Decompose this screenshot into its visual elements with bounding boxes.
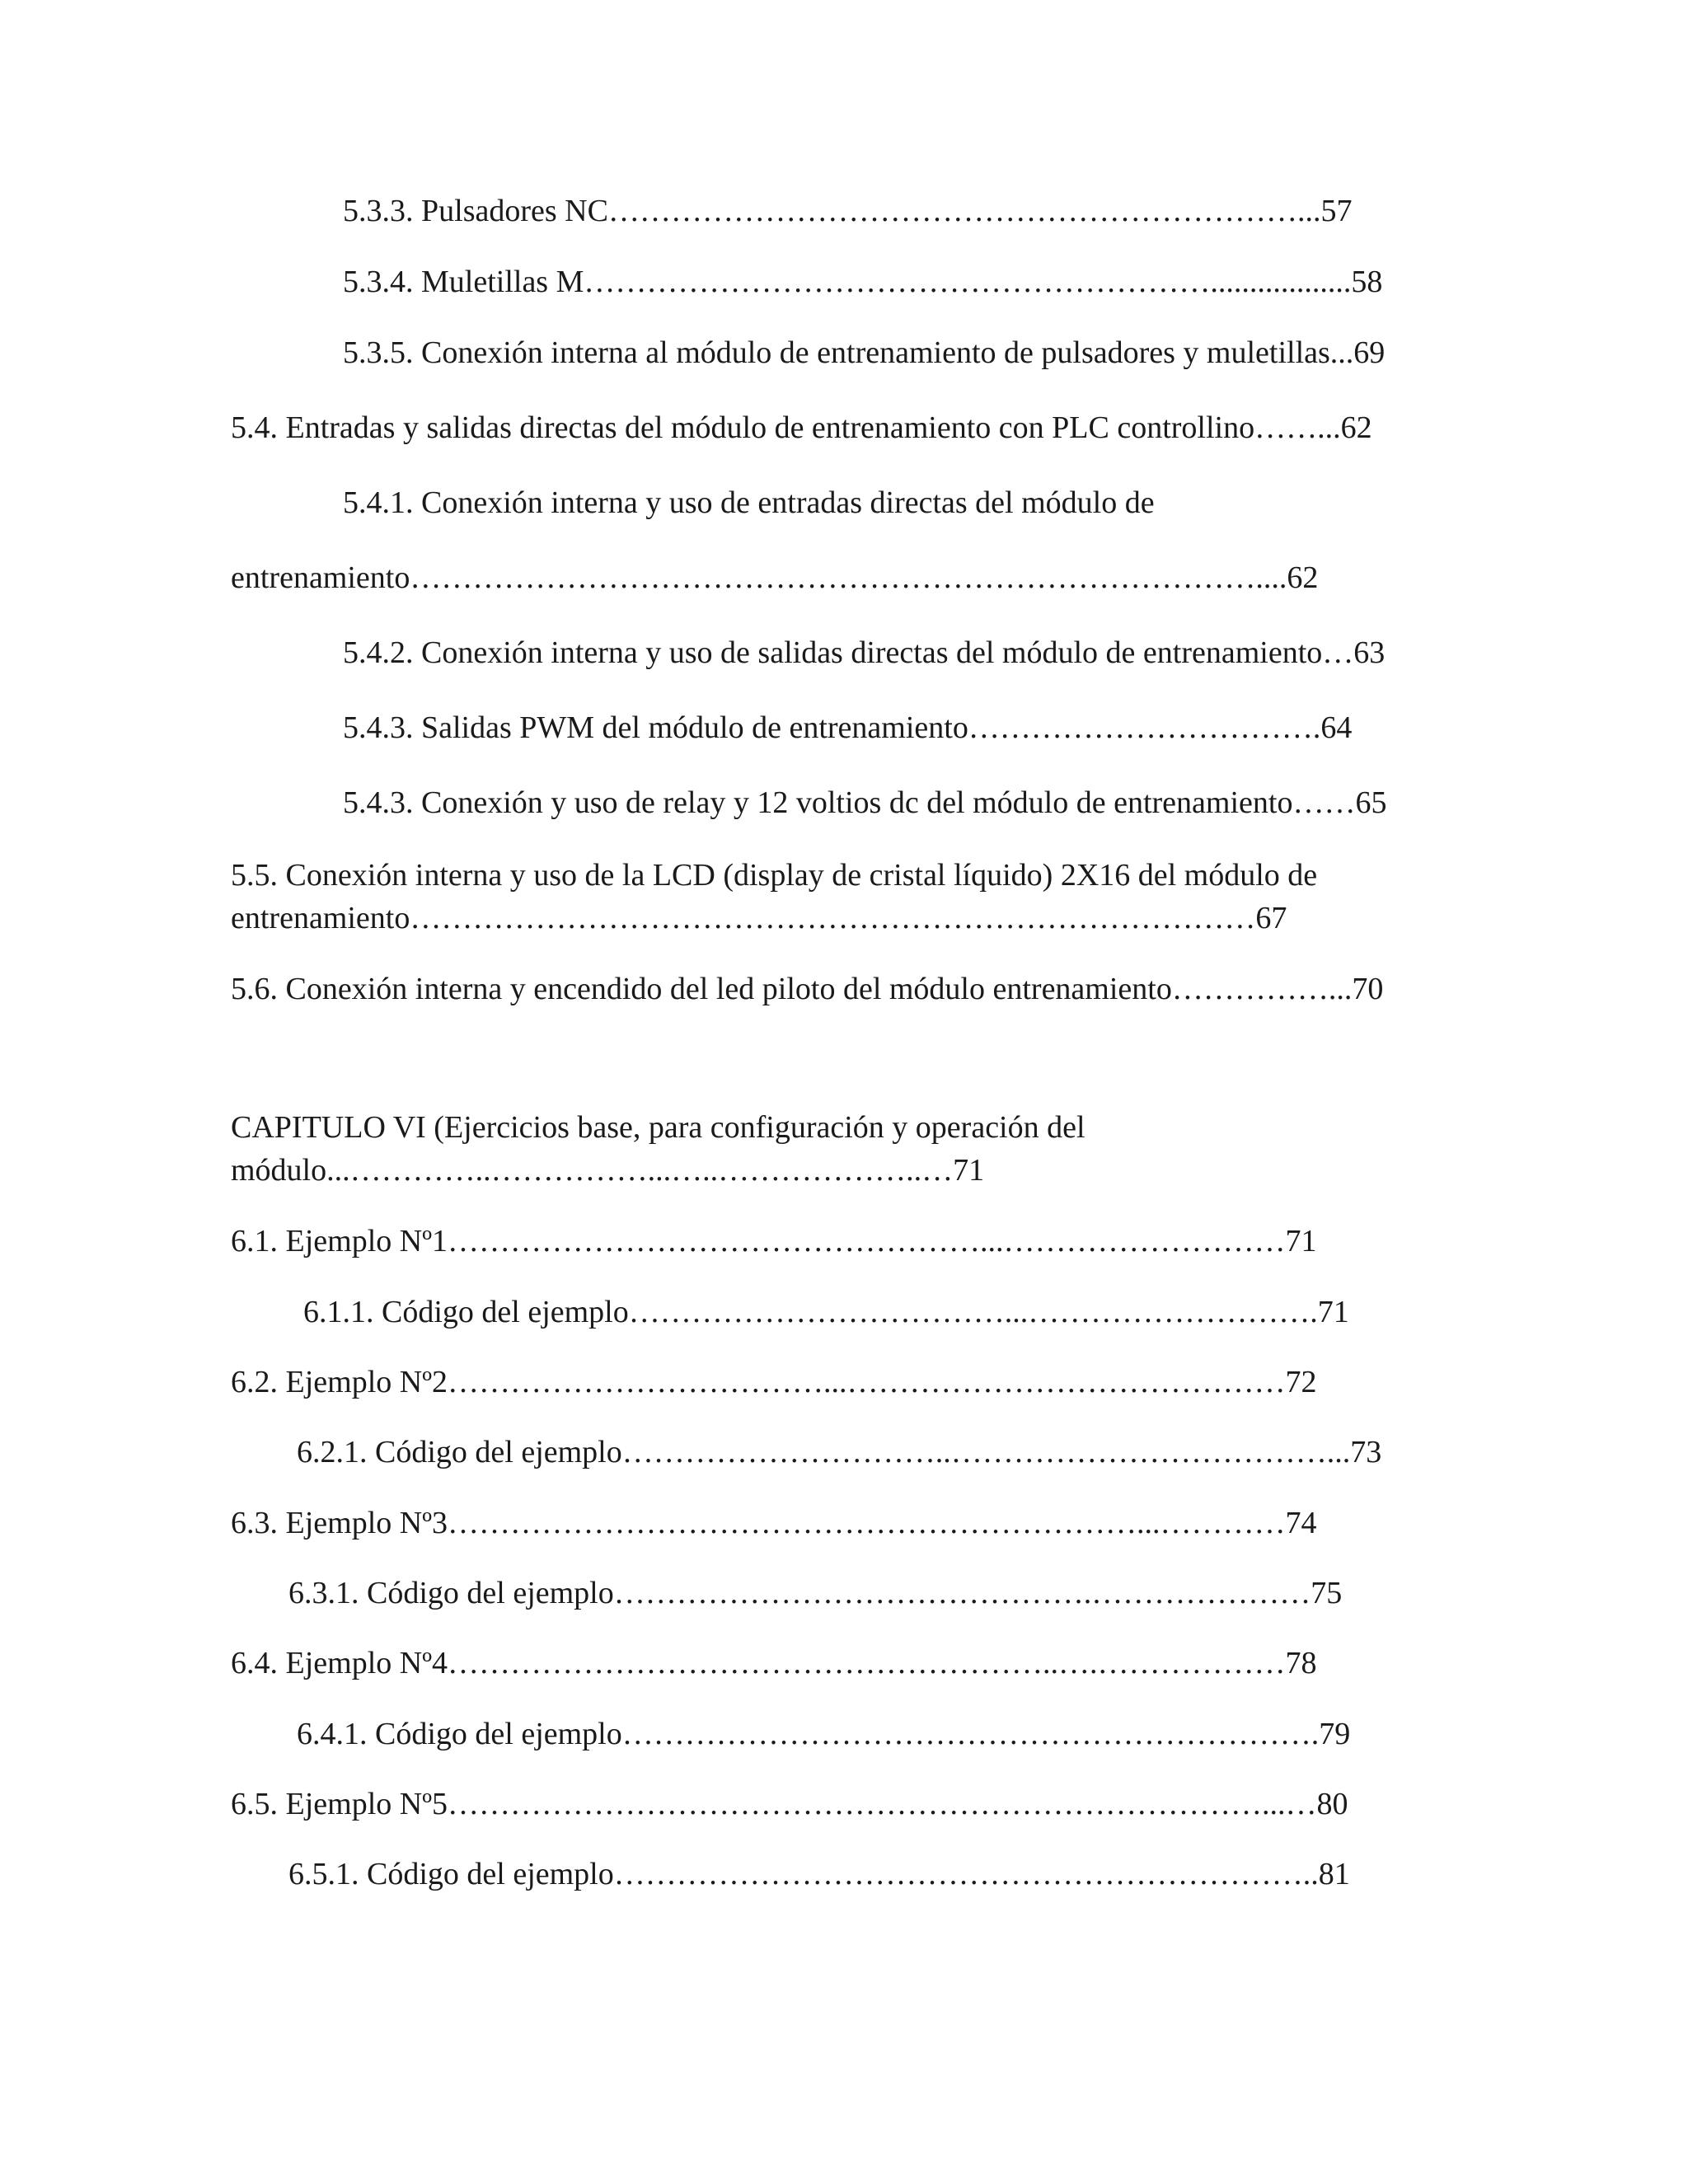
toc-entry-5-4-2: 5.4.2. Conexión interna y uso de salidas directas del módulo de entrenamiento…63 — [343, 635, 1386, 670]
toc-entry-6-1: 6.1. Ejemplo Nº1……………………………………………...………………………71 — [231, 1224, 1317, 1258]
toc-entry-5-5-line1: 5.5. Conexión interna y uso de la LCD (display de cristal líquido) 2X16 del módulo de — [231, 858, 1318, 893]
toc-entry-5-3-3: 5.3.3. Pulsadores NC…………………………………………………………...57 — [343, 194, 1353, 228]
toc-entry-6-1-1: 6.1.1. Código del ejemplo………………………………...……………………….71 — [303, 1295, 1349, 1329]
toc-entry-5-4-3-pwm: 5.4.3. Salidas PWM del módulo de entrenamiento…………………………….64 — [343, 710, 1353, 745]
toc-entry-6-3-1: 6.3.1. Código del ejemplo……………………………………….…………………75 — [288, 1576, 1343, 1610]
toc-entry-6-4-1: 6.4.1. Código del ejemplo………………………………………………………….79 — [297, 1717, 1351, 1751]
toc-entry-5-4: 5.4. Entradas y salidas directas del módulo de entrenamiento con PLC controllino……...62 — [231, 410, 1372, 445]
toc-entry-6-4: 6.4. Ejemplo Nº4…………………………………………………..….………………78 — [231, 1646, 1317, 1680]
toc-entry-5-4-1-line2: entrenamiento………………………………………………………………………....62 — [231, 560, 1319, 595]
toc-entry-5-3-4: 5.3.4. Muletillas M……………………………………………………..................58 — [343, 265, 1383, 299]
toc-entry-5-5-line2: entrenamiento………………………………………………………………………67 — [231, 901, 1287, 935]
toc-entry-5-6: 5.6. Conexión interna y encendido del led piloto del módulo entrenamiento……………...70 — [231, 972, 1384, 1006]
toc-entry-5-4-1-line1: 5.4.1. Conexión interna y uso de entradas directas del módulo de — [343, 485, 1155, 520]
toc-entry-6-3: 6.3. Ejemplo Nº3…………………………………………………………...…………74 — [231, 1506, 1317, 1540]
chapter-heading-line1: CAPITULO VI (Ejercicios base, para configuración y operación del — [231, 1110, 1085, 1145]
toc-entry-6-2-1: 6.2.1. Código del ejemplo…………………………..………………………………...73 — [297, 1435, 1382, 1469]
toc-entry-6-5-1: 6.5.1. Código del ejemplo…………………………………………………………..81 — [288, 1857, 1350, 1891]
toc-entry-6-2: 6.2. Ejemplo Nº2………………………………...……………………………………72 — [231, 1365, 1317, 1399]
chapter-heading-line2: módulo...…………..……………...…..………………..…71 — [231, 1153, 985, 1188]
toc-entry-5-4-3-relay: 5.4.3. Conexión y uso de relay y 12 voltios dc del módulo de entrenamiento……65 — [343, 785, 1387, 820]
toc-entry-6-5: 6.5. Ejemplo Nº5……………………………………………………………………...…80 — [231, 1787, 1348, 1821]
toc-entry-5-3-5: 5.3.5. Conexión interna al módulo de entrenamiento de pulsadores y muletillas...69 — [343, 335, 1386, 370]
